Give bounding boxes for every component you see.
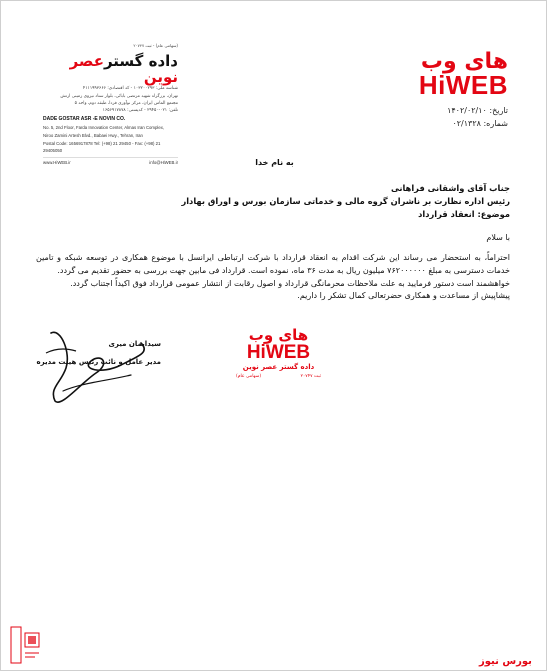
company-address-fa-1: تهران، بزرگراه شهید مرتضی بابائی، بلوار ستاد نیروی زمینی ارتش (60, 93, 178, 99)
recipient-block (40, 182, 510, 221)
stamp-logo-en: HiWEB (246, 342, 311, 363)
company-name-en: DADE GOSTAR ASR -E NOVIN CO. (43, 116, 126, 123)
company-address-fa-2: مجتمع الماس ایران، مرکز نوآوری فردا، طبقه دوم، واحد ۵ (74, 100, 178, 106)
company-logo-red: عصر نوین (69, 52, 178, 87)
company-stamp (236, 328, 321, 379)
company-logo (43, 53, 178, 85)
greeting: با سلام (486, 233, 510, 242)
stamp-logo-fa: های وب (248, 326, 309, 344)
company-website-link[interactable]: www.HiWEB.ir (43, 159, 71, 165)
stamp-company-name: داده گستر عصر نوین (242, 363, 315, 371)
stamp-type: (سهامی عام) (236, 374, 262, 379)
watermark-bourse-news: بورس نیوز (479, 656, 532, 667)
recipient-name: جناب آقای واشقانی فراهانی (390, 183, 510, 193)
body-paragraph-3: پیشاپیش از مساعدت و همکاری حضرتعالی کمال تشکر را داریم. (297, 291, 510, 301)
hiweb-logo (408, 49, 508, 100)
stamp-footer (236, 374, 321, 379)
company-id-line: شناسه ملی: ۱۰۳۲۰۰۲۹۳ - کد اقتصادی: ۴۱۱۱۹۹۳۶۶۶ (82, 86, 178, 92)
stamp-registration: ثبت ۲۰۷۴۷ (300, 374, 321, 379)
company-header (43, 43, 178, 166)
hiweb-logo-en: HiWEB (418, 70, 508, 100)
company-contact-fa: تلفن: ۰۲۱-۲۹۴۵۰ - کدپستی: ۱۶۵۶۹۱۷۸۷۸ (102, 108, 178, 114)
number-label: شماره: (483, 119, 508, 128)
company-email-link[interactable]: info@HiWEB.ir (149, 159, 178, 165)
company-registration: (سهامی عام) - ثبت ۲۰۷۴۷ (133, 43, 178, 48)
date-value: ۱۴۰۲/۰۲/۱۰ (447, 106, 487, 115)
letter-meta (447, 104, 508, 130)
company-address-en-1: No. 5, 2nd Floor, Farda Innovation Center, Almas Iran Complex, (43, 124, 165, 130)
hiweb-logo-fa: های وب (420, 49, 508, 74)
signatory-title: مدیر عامل و نائب رئیس هیئت مدیره (36, 358, 161, 366)
signature-block (36, 313, 191, 413)
bismillah: به نام خدا (255, 158, 294, 167)
company-address-en-2: Niroo Zamini Artesh Blvd., Babaei Hwy., Tehran, Iran (43, 133, 143, 139)
signatory-name: سیدایمان میری (108, 340, 161, 348)
corner-seal-icon (9, 623, 45, 667)
date-label: تاریخ: (489, 106, 508, 115)
number-value: ۰۲/۱۳۲۸ (452, 119, 481, 128)
number-row (447, 117, 508, 130)
date-row (447, 104, 508, 117)
letter-body (36, 252, 510, 303)
company-address-en-3: Postal Code: 1656917878 Tel: (+98) 21 29450 - Fax: (+98) 21 29405050 (43, 141, 161, 153)
body-paragraph-2: خواهشمند است دستور فرمایید به علت ملاحظات محرمانگی قرارداد و اصول رقابت از انتشار عمومی قرارداد فوق اکیداً اجتناب گردد. (70, 278, 510, 288)
body-paragraph-1: احتراماً، به استحضار می رساند این شرکت اقدام به انعقاد قرارداد با شرکت ارتباطی ایرانسل با موضوع همکاری در توسعه شبکه و تامین خدمات دسترسی به مبلغ ۷۶۲۰۰۰۰۰۰ میلیون ریال به مدت ۳۶ ماه، نموده است. قرارداد فی مابین جهت بررسی به حضور تقدیم می گردد. (36, 253, 510, 275)
recipient-title: رئیس اداره نظارت بر ناشران گروه مالی و خدماتی سازمان بورس و اوراق بهادار (181, 196, 510, 206)
company-logo-dark: داده گستر (103, 52, 178, 71)
subject-line: موضوع: انعقاد قرارداد (418, 209, 510, 219)
